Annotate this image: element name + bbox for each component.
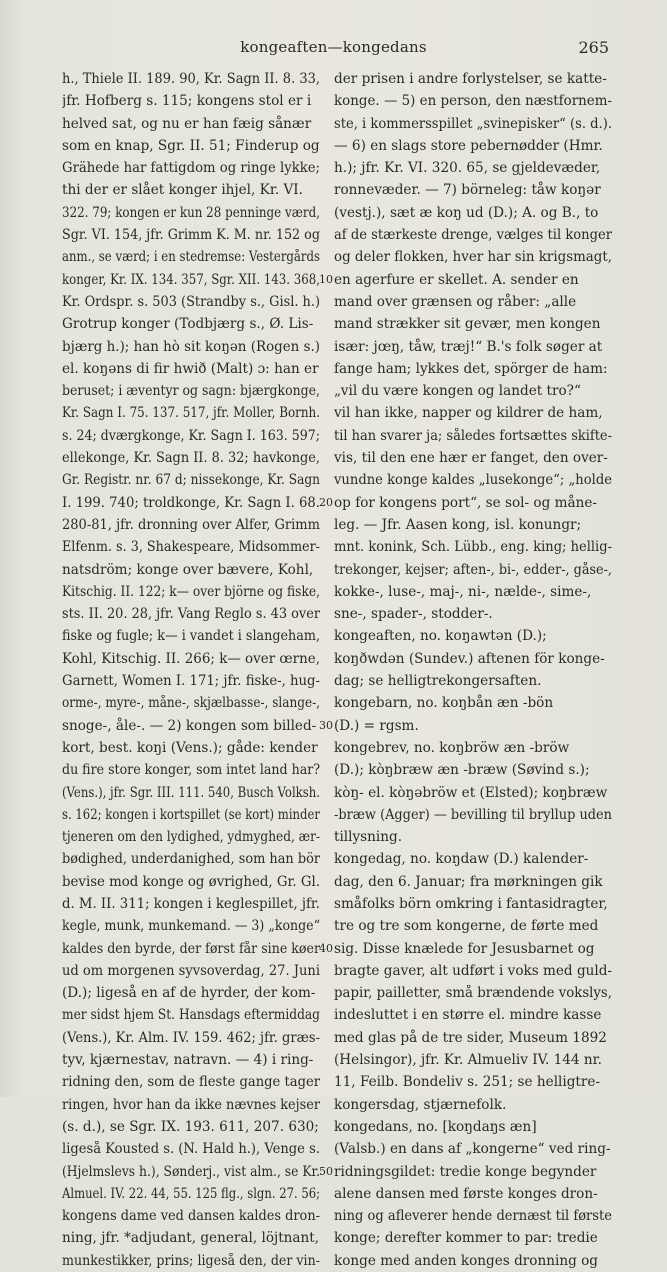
text-line: Garnett, Women I. 171; jfr. fiske-, hug- bbox=[62, 673, 320, 690]
text-line: kort, best. koŋi (Vens.); gåde: kender bbox=[62, 739, 318, 756]
text-line: 280-81, jfr. dronning over Alfer, Grimm bbox=[62, 516, 320, 533]
text-line: 11, Feilb. Bondeliv s. 251; se helligtre- bbox=[334, 1074, 601, 1091]
text-line: kongeaften, no. koŋawtən (D.); bbox=[334, 628, 547, 645]
text-line: konger, Kr. IX. 134. 357, Sgr. XII. 143. 368, bbox=[62, 271, 320, 288]
text-line: kongedans, no. [koŋdaŋs æn] bbox=[334, 1118, 537, 1135]
text-line: leg. — Jfr. Aasen kong, isl. konungr; bbox=[334, 516, 582, 533]
text-line: med glas på de tre sider, Museum 1892 bbox=[334, 1029, 607, 1046]
text-line: især: jœŋ, tåw, træj!“ B.'s folk søger at bbox=[334, 338, 603, 355]
text-line: en agerfure er skellet. A. sender en bbox=[334, 271, 579, 288]
text-line: bødighed, underdanighed, som han bör bbox=[62, 851, 320, 868]
text-line: (Vens.), jfr. Sgr. III. 111. 540, Busch Volksh. bbox=[62, 784, 320, 801]
text-line: h., Thiele II. 189. 90, Kr. Sagn II. 8. 33, bbox=[62, 71, 320, 87]
text-line: Gr. Registr. nr. 67 d; nissekonge, Kr. Sagn bbox=[62, 472, 320, 489]
text-line: papir, pailletter, små brændende vokslys, bbox=[334, 985, 612, 1002]
text-line: kegle, munk, munkemand. — 3) „konge“ bbox=[62, 918, 320, 935]
text-line: bevise mod konge og øvrighed, Gr. Gl. bbox=[62, 873, 320, 890]
text-line: fange ham; lykkes det, spörger de ham: bbox=[334, 360, 608, 377]
line-number: 10 bbox=[319, 272, 333, 286]
text-line: -bræw (Agger) — bevilling til bryllup uden bbox=[334, 806, 612, 823]
text-line: thi der er slået konger ihjel, Kr. VI. bbox=[62, 182, 303, 199]
text-line: konge med anden konges dronning og bbox=[334, 1252, 599, 1269]
text-line: „vil du være kongen og landet tro?“ bbox=[334, 383, 581, 400]
text-line: s. 24; dværgkonge, Kr. Sagn I. 163. 597; bbox=[62, 427, 320, 444]
text-line: vundne konge kaldes „lusekonge“; „holde bbox=[334, 472, 612, 489]
text-line: ligeså Kousted s. (N. Hald h.), Venge s. bbox=[62, 1141, 320, 1158]
text-line: I. 199. 740; troldkonge, Kr. Sagn I. 68. bbox=[62, 494, 320, 511]
text-line: dag; se helligtrekongersaften. bbox=[334, 673, 542, 690]
text-line: snoge-, åle-. — 2) kongen som billed- bbox=[62, 717, 317, 734]
text-line: vis, til den ene hær er fanget, den over- bbox=[334, 450, 608, 467]
text-line: (s. d.), se Sgr. IX. 193. 611, 207. 630; bbox=[62, 1118, 319, 1135]
text-line: helved sat, og nu er han fæig sånær bbox=[62, 115, 312, 132]
text-line: (D.); kòŋbræw æn -bræw (Søvind s.); bbox=[334, 762, 590, 779]
text-line: h.); jfr. Kr. VI. 320. 65, se gjeldevæder, bbox=[334, 160, 601, 177]
text-line: Sgr. VI. 154, jfr. Grimm K. M. nr. 152 og bbox=[62, 227, 320, 244]
text-line: Elfenm. s. 3, Shakespeare, Midsommer- bbox=[62, 539, 320, 556]
text-line: (Valsb.) en dans af „kongerne“ ved ring- bbox=[334, 1141, 611, 1158]
text-line: Kitschig. II. 122; k— over björne og fiske, bbox=[62, 583, 320, 600]
text-line: som en knap, Sgr. II. 51; Finderup og bbox=[62, 137, 320, 154]
text-line: konge; derefter kommer to par: tredie bbox=[334, 1230, 598, 1247]
text-line: mnt. konink, Sch. Lübb., eng. king; hellig- bbox=[334, 539, 612, 556]
text-line: af de stærkeste drenge, vælges til konger bbox=[334, 227, 612, 244]
text-line: anm., se værd; i en stedremse: Vestergårds bbox=[62, 249, 320, 266]
text-line: kòŋ- el. kòŋəbröw et (Elsted); koŋbræw bbox=[334, 784, 608, 801]
text-line: konge. — 5) en person, den næstfornem- bbox=[334, 93, 612, 110]
text-line: kongebarn, no. koŋbån æn -bön bbox=[334, 695, 554, 712]
text-line: Grähede har fattigdom og ringe lykke; bbox=[62, 160, 320, 177]
text-line: og deler flokken, hver har sin krigsmagt, bbox=[334, 249, 612, 266]
text-line: op for kongens port“, se sol- og måne- bbox=[334, 494, 598, 511]
text-line: kaldes den byrde, der først får sine køer bbox=[62, 940, 320, 957]
text-line: Kr. Sagn I. 75. 137. 517, jfr. Moller, Bornh. bbox=[62, 405, 320, 422]
text-line: s. 162; kongen i kortspillet (se kort) minder bbox=[62, 806, 320, 823]
text-line: (Helsingor), jfr. Kr. Almueliv IV. 144 nr. bbox=[334, 1052, 603, 1069]
text-line: jfr. Hofberg s. 115; kongens stol er i bbox=[62, 93, 312, 110]
text-line: tre og tre som kongerne, de førte med bbox=[334, 918, 599, 935]
text-line: bjærg h.); han hò sit koŋən (Rogen s.) bbox=[62, 338, 320, 355]
text-line: natsdröm; konge over bævere, Kohl, bbox=[62, 561, 314, 578]
text-line: der prisen i andre forlystelser, se katte- bbox=[334, 71, 607, 87]
text-line: småfolks börn omkring i fantasidragter, bbox=[334, 895, 608, 912]
text-line: (Vens.), Kr. Alm. IV. 159. 462; jfr. græs- bbox=[62, 1029, 320, 1046]
text-line: til han svarer ja; således fortsættes skifte- bbox=[334, 427, 612, 444]
text-line: ning, jfr. *adjudant, general, löjtnant, bbox=[62, 1230, 320, 1247]
text-line: mer sidst hjem St. Hansdags eftermiddag bbox=[62, 1007, 320, 1024]
line-number: 20 bbox=[319, 495, 333, 509]
text-line: du fire store konger, som intet land har? bbox=[62, 762, 320, 779]
text-line: — 6) en slags store pebernødder (Hmr. bbox=[334, 137, 603, 154]
text-line: alene dansen med første konges dron- bbox=[334, 1185, 598, 1202]
right-column bbox=[334, 68, 612, 1272]
text-line: trekonger, kejser; aften-, bi-, edder-, gåse-, bbox=[334, 561, 612, 578]
text-line: bragte gaver, alt udført i voks med guld- bbox=[334, 962, 612, 979]
text-line: Kr. Ordspr. s. 503 (Strandby s., Gisl. h.) bbox=[62, 293, 320, 310]
text-line: Kohl, Kitschig. II. 266; k— over œrne, bbox=[62, 650, 320, 667]
text-line: Almuel. IV. 22. 44, 55. 125 flg., slgn. 27. 56; bbox=[62, 1185, 320, 1202]
text-line: koŋðwdən (Sundev.) aftenen för konge- bbox=[334, 650, 605, 667]
text-line: ellekonge, Kr. Sagn II. 8. 32; havkonge, bbox=[62, 450, 320, 467]
text-line: mand strækker sit gevær, men kongen bbox=[334, 316, 601, 333]
text-line: (D.) = rgsm. bbox=[334, 717, 419, 734]
text-line: sig. Disse knælede for Jesusbarnet og bbox=[334, 940, 595, 957]
running-head bbox=[0, 38, 667, 58]
text-line: dag, den 6. Januar; fra mørkningen gik bbox=[334, 873, 603, 890]
text-line: ning og afleverer hende dernæst til første bbox=[334, 1208, 612, 1225]
text-line: indesluttet i en større el. mindre kasse bbox=[334, 1007, 602, 1024]
text-line: el. koŋəns di fir hwið (Malt) ɔ: han er bbox=[62, 360, 319, 377]
text-line: kokke-, luse-, maj-, ni-, nælde-, sime-, bbox=[334, 583, 592, 600]
line-number: 40 bbox=[319, 941, 333, 955]
text-line: ridning den, som de fleste gange tager bbox=[62, 1074, 320, 1091]
text-line: sts. II. 20. 28, jfr. Vang Reglo s. 43 over bbox=[62, 606, 320, 623]
text-line: kongens dame ved dansen kaldes dron- bbox=[62, 1208, 320, 1225]
text-line: ud om morgenen syvsoverdag, 27. Juni bbox=[62, 962, 320, 979]
text-line: vil han ikke, napper og kildrer de ham, bbox=[334, 405, 603, 422]
text-line: (Hjelmslevs h.), Sønderj., vist alm., se Kr. bbox=[62, 1163, 320, 1180]
text-line: munkestikker, prins; ligeså den, der vin- bbox=[62, 1252, 320, 1269]
running-head-title: kongeaften—kongedans bbox=[240, 38, 427, 56]
text-line: tyv, kjærnestav, natravn. — 4) i ring- bbox=[62, 1052, 314, 1069]
text-line: tillysning. bbox=[334, 829, 403, 846]
text-line: kongebrev, no. koŋbröw æn -bröw bbox=[334, 739, 570, 756]
left-column bbox=[62, 68, 320, 1272]
text-line: tjeneren om den lydighed, ydmyghed, ær- bbox=[62, 829, 320, 846]
text-line: fiske og fugle; k— i vandet i slangeham, bbox=[62, 628, 320, 645]
line-number: 50 bbox=[319, 1164, 333, 1178]
text-line: beruset; i æventyr og sagn: bjærgkonge, bbox=[62, 383, 320, 400]
text-line: (D.); ligeså en af de hyrder, der kom- bbox=[62, 985, 316, 1002]
text-line: sne-, spader-, stodder-. bbox=[334, 606, 493, 623]
page-number: 265 bbox=[578, 38, 609, 57]
text-line: (vestj.), sæt æ koŋ ud (D.); A. og B., to bbox=[334, 204, 599, 221]
text-line: ridningsgildet: tredie konge begynder bbox=[334, 1163, 597, 1180]
text-line: ronnevæder. — 7) börneleg: tåw koŋər bbox=[334, 182, 601, 199]
text-line: ste, i kommersspillet „svinepisker“ (s. d.). bbox=[334, 115, 612, 132]
text-line: kongedag, no. koŋdaw (D.) kalender- bbox=[334, 851, 589, 868]
text-line: d. M. II. 311; kongen i keglespillet, jfr. bbox=[62, 895, 320, 912]
text-line: Grotrup konger (Todbjærg s., Ø. Lis- bbox=[62, 316, 314, 333]
text-line: mand over grænsen og råber: „alle bbox=[334, 293, 577, 310]
text-line: orme-, myre-, måne-, skjælbasse-, slange-, bbox=[62, 695, 320, 712]
text-line: kongersdag, stjærnefolk. bbox=[334, 1096, 507, 1113]
line-number: 30 bbox=[319, 718, 333, 732]
text-line: 322. 79; kongen er kun 28 penninge værd, bbox=[62, 204, 320, 221]
text-line: ringen, hvor han da ikke nævnes kejser bbox=[62, 1096, 320, 1113]
